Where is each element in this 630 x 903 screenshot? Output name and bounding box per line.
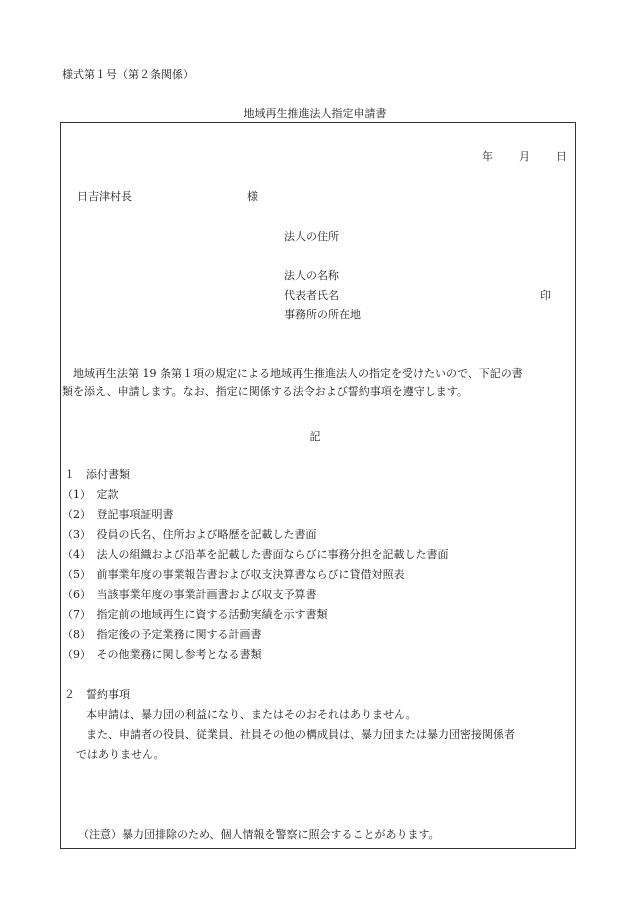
attachment-item: （6） 当該事業年度の事業計画書および収支予算書 — [62, 588, 317, 601]
document-title: 地域再生推進法人指定申請書 — [243, 107, 387, 120]
date-month: 月 — [519, 150, 530, 163]
attachment-item: （2） 登記事項証明書 — [62, 508, 174, 521]
pledge-heading: ２ 誓約事項 — [64, 688, 130, 701]
date-day: 日 — [556, 150, 567, 163]
applicant-address-label: 法人の住所 — [284, 230, 339, 243]
attachment-item: （9） その他業務に関し参考となる書類 — [62, 648, 262, 661]
ki-heading: 記 — [309, 430, 321, 443]
office-location-label: 事務所の所在地 — [284, 308, 361, 321]
pledge-line-2: また、申請者の役員、従業員、社員その他の構成員は、暴力団または暴力団密接関係者 — [86, 728, 515, 741]
seal-mark: 印 — [540, 289, 551, 302]
pledge-line-1: 本申請は、暴力団の利益になり、またはそのおそれはありません。 — [86, 708, 417, 721]
applicant-name-label: 法人の名称 — [284, 269, 339, 282]
body-line-2: 類を添え、申請します。なお、指定に関係する法令および誓約事項を遵守します。 — [62, 385, 468, 398]
attachment-item: （4） 法人の組織および沿革を記載した書面ならびに事務分担を記載した書面 — [62, 548, 449, 561]
attachment-item: （7） 指定前の地域再生に資する活動実績を示す書類 — [62, 608, 328, 621]
attachment-item: （5） 前事業年度の事業報告書および収支決算書ならびに貸借対照表 — [62, 568, 405, 581]
police-inquiry-note: （注意）暴力団排除のため、個人情報を警察に照会することがあります。 — [78, 828, 440, 841]
attachments-heading: １ 添付書類 — [64, 468, 130, 481]
attachment-item: （1） 定款 — [62, 488, 119, 501]
date-year: 年 — [482, 150, 493, 163]
attachment-item: （3） 役員の氏名、住所および略歴を記載した書面 — [62, 528, 317, 541]
addressee-name: 日吉津村長 — [77, 190, 132, 203]
representative-label: 代表者氏名 — [284, 289, 339, 302]
pledge-line-3: ではありません。 — [76, 748, 165, 761]
body-paragraph — [62, 365, 574, 401]
addressee-honorific: 様 — [247, 190, 258, 203]
body-line-1: 地域再生法第 19 条第１項の規定による地域再生推進法人の指定を受けたいので、下記の書 — [73, 367, 523, 380]
form-number: 様式第１号（第２条関係） — [62, 68, 194, 81]
attachment-item: （8） 指定後の予定業務に関する計画書 — [62, 628, 262, 641]
